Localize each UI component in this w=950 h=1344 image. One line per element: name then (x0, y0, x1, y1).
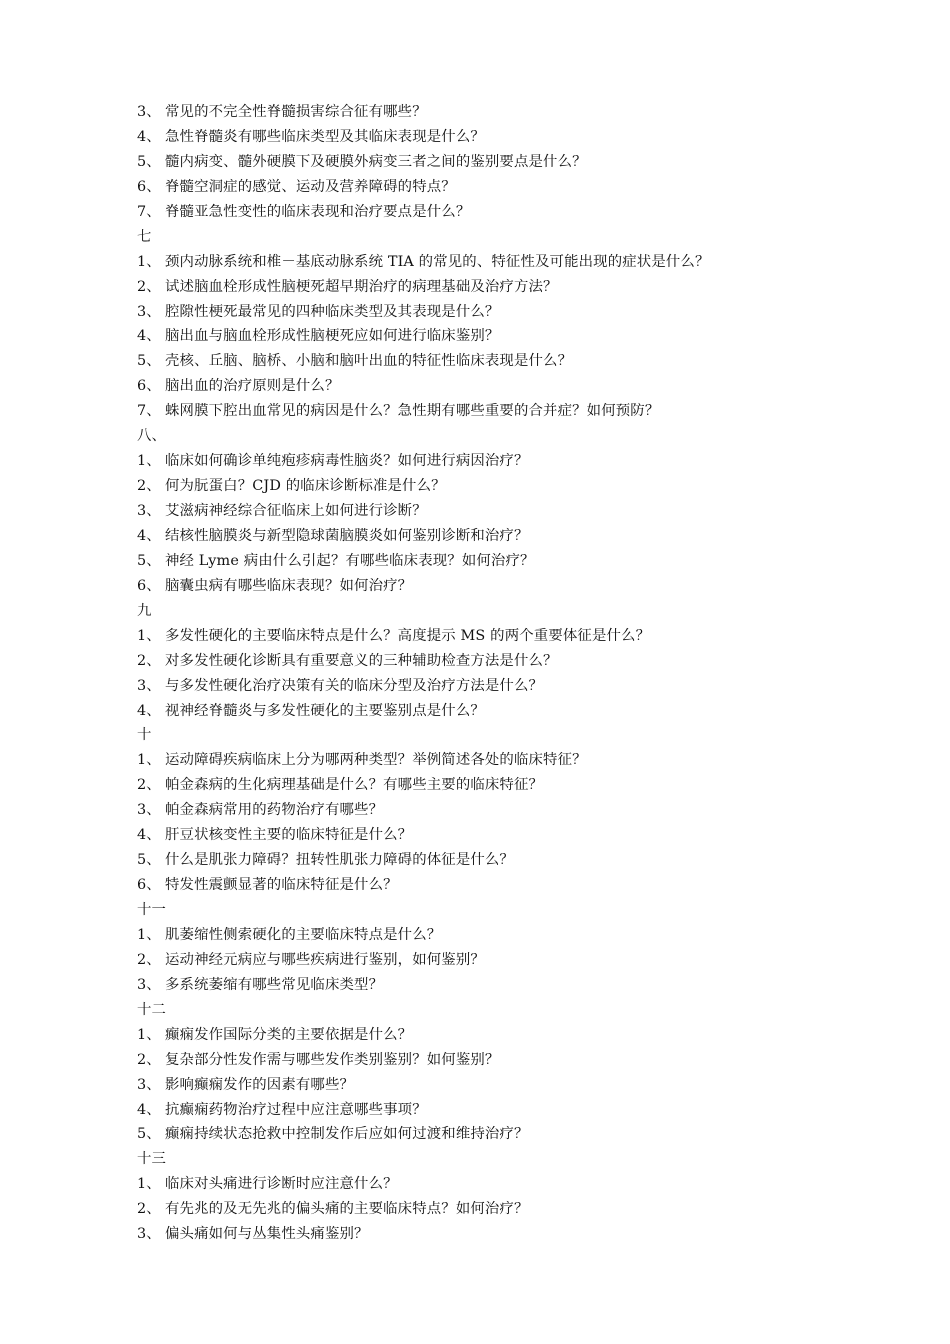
question-text: 腔隙性梗死最常见的四种临床类型及其表现是什么？ (165, 303, 500, 320)
question-item (137, 449, 917, 474)
question-text: 多系统萎缩有哪些常见临床类型？ (165, 976, 384, 993)
question-number: 7、 (137, 403, 161, 420)
question-item (137, 823, 917, 848)
question-number: 6、 (137, 877, 161, 894)
question-number: 3、 (137, 976, 161, 993)
question-number: 1、 (137, 253, 161, 270)
question-text: 帕金森病的生化病理基础是什么？有哪些主要的临床特征？ (165, 777, 544, 794)
question-text: 常见的不完全性脊髓损害综合征有哪些？ (165, 104, 427, 120)
question-text: 肌萎缩性侧索硬化的主要临床特点是什么？ (165, 926, 442, 943)
question-number: 2、 (137, 1051, 161, 1068)
question-text: 复杂部分性发作需与哪些发作类别鉴别？如何鉴别？ (165, 1051, 500, 1068)
question-number: 2、 (137, 278, 161, 295)
question-text: 颈内动脉系统和椎－基底动脉系统 TIA 的常见的、特征性及可能出现的症状是什么？ (165, 253, 710, 270)
question-number: 5、 (137, 353, 161, 370)
question-item (137, 474, 917, 499)
question-number: 2、 (137, 951, 161, 968)
question-item (137, 624, 917, 649)
question-number: 1、 (137, 627, 161, 644)
question-number: 7、 (137, 203, 161, 220)
question-item (137, 125, 917, 150)
section-heading: 八、 (137, 428, 167, 445)
question-item (137, 200, 917, 225)
question-number: 4、 (137, 328, 161, 345)
question-text: 影响癫痫发作的因素有哪些？ (165, 1076, 355, 1093)
question-text: 特发性震颤显著的临床特征是什么？ (165, 877, 398, 894)
question-text: 蛛网膜下腔出血常见的病因是什么？急性期有哪些重要的合并症？如何预防？ (165, 403, 660, 420)
question-number: 5、 (137, 153, 161, 170)
question-number: 3、 (137, 303, 161, 320)
question-item (137, 773, 917, 798)
question-number: 2、 (137, 1201, 161, 1218)
question-item (137, 948, 917, 973)
question-item (137, 399, 917, 424)
question-item (137, 798, 917, 823)
question-number: 3、 (137, 104, 161, 120)
question-number: 4、 (137, 128, 161, 145)
question-item (137, 150, 917, 175)
question-text: 试述脑血栓形成性脑梗死超早期治疗的病理基础及治疗方法？ (165, 278, 558, 295)
question-number: 1、 (137, 1026, 161, 1043)
question-item (137, 873, 917, 898)
section-heading: 十二 (137, 1001, 167, 1018)
question-item (137, 275, 917, 300)
question-number: 1、 (137, 926, 161, 943)
question-text: 脊髓亚急性变性的临床表现和治疗要点是什么？ (165, 203, 471, 220)
question-number: 5、 (137, 552, 161, 569)
question-item (137, 1122, 917, 1147)
question-item (137, 649, 917, 674)
question-item (137, 973, 917, 998)
question-number: 4、 (137, 1101, 161, 1118)
question-number: 4、 (137, 702, 161, 719)
section-heading: 十一 (137, 902, 167, 918)
question-number: 2、 (137, 652, 161, 669)
question-text: 壳核、丘脑、脑桥、小脑和脑叶出血的特征性临床表现是什么？ (165, 353, 573, 370)
question-number: 1、 (137, 453, 161, 470)
question-item (137, 349, 917, 374)
question-number: 3、 (137, 1226, 161, 1243)
question-item (137, 499, 917, 524)
section-heading: 十 (137, 727, 152, 744)
question-item (137, 1222, 917, 1247)
question-number: 3、 (137, 503, 161, 519)
question-number: 2、 (137, 478, 161, 495)
question-text: 抗癫痫药物治疗过程中应注意哪些事项？ (165, 1101, 427, 1118)
section-heading: 七 (137, 228, 152, 245)
question-text: 髓内病变、髓外硬膜下及硬膜外病变三者之间的鉴别要点是什么？ (165, 153, 587, 170)
question-number: 6、 (137, 378, 161, 395)
question-text: 脑出血与脑血栓形成性脑梗死应如何进行临床鉴别？ (165, 328, 500, 345)
question-item (137, 300, 917, 325)
question-item (137, 374, 917, 399)
question-number: 6、 (137, 178, 161, 195)
question-item (137, 175, 917, 200)
question-item (137, 674, 917, 699)
question-text: 多发性硬化的主要临床特点是什么？高度提示 MS 的两个重要体征是什么？ (165, 627, 651, 644)
question-number: 3、 (137, 677, 161, 694)
question-text: 对多发性硬化诊断具有重要意义的三种辅助检查方法是什么？ (165, 652, 558, 669)
question-number: 3、 (137, 802, 161, 819)
question-item (137, 574, 917, 599)
question-list (137, 100, 917, 1247)
question-item (137, 524, 917, 549)
question-text: 癫痫持续状态抢救中控制发作后应如何过渡和维持治疗？ (165, 1126, 529, 1143)
question-text: 脑囊虫病有哪些临床表现？如何治疗？ (165, 577, 413, 594)
question-item (137, 1172, 917, 1197)
question-text: 运动神经元病应与哪些疾病进行鉴别，如何鉴别？ (165, 951, 485, 968)
question-text: 什么是肌张力障碍？扭转性肌张力障碍的体征是什么？ (165, 852, 514, 869)
section-heading: 九 (137, 602, 152, 619)
question-text: 癫痫发作国际分类的主要依据是什么？ (165, 1026, 413, 1043)
question-text: 结核性脑膜炎与新型隐球菌脑膜炎如何鉴别诊断和治疗？ (165, 527, 529, 544)
question-number: 4、 (137, 827, 161, 844)
question-number: 3、 (137, 1076, 161, 1093)
question-text: 何为朊蛋白？CJD 的临床诊断标准是什么？ (165, 478, 446, 495)
question-number: 2、 (137, 777, 161, 794)
question-item (137, 1023, 917, 1048)
question-item (137, 1048, 917, 1073)
question-item (137, 250, 917, 275)
question-item (137, 1197, 917, 1222)
question-number: 1、 (137, 752, 161, 769)
question-number: 1、 (137, 1176, 161, 1193)
question-text: 急性脊髓炎有哪些临床类型及其临床表现是什么？ (165, 128, 485, 145)
question-text: 临床如何确诊单纯疱疹病毒性脑炎？如何进行病因治疗？ (165, 453, 529, 470)
question-text: 艾滋病神经综合征临床上如何进行诊断？ (165, 503, 427, 519)
question-item (137, 748, 917, 773)
question-item (137, 324, 917, 349)
question-number: 6、 (137, 577, 161, 594)
question-item (137, 1098, 917, 1123)
question-text: 肝豆状核变性主要的临床特征是什么？ (165, 827, 413, 844)
question-item (137, 923, 917, 948)
question-number: 5、 (137, 852, 161, 869)
question-text: 神经 Lyme 病由什么引起？有哪些临床表现？如何治疗？ (165, 552, 535, 569)
question-text: 偏头痛如何与丛集性头痛鉴别？ (165, 1226, 369, 1243)
question-text: 运动障碍疾病临床上分为哪两种类型？举例简述各处的临床特征？ (165, 752, 587, 769)
question-text: 临床对头痛进行诊断时应注意什么？ (165, 1176, 398, 1193)
question-text: 脊髓空洞症的感觉、运动及营养障碍的特点？ (165, 178, 456, 195)
question-item (137, 848, 917, 873)
question-item (137, 1073, 917, 1098)
question-text: 有先兆的及无先兆的偏头痛的主要临床特点？如何治疗？ (165, 1201, 529, 1218)
question-text: 帕金森病常用的药物治疗有哪些？ (165, 802, 384, 819)
question-item (137, 549, 917, 574)
question-text: 与多发性硬化治疗决策有关的临床分型及治疗方法是什么？ (165, 677, 544, 694)
question-number: 4、 (137, 527, 161, 544)
section-heading: 十三 (137, 1151, 167, 1168)
question-item (137, 699, 917, 724)
question-number: 5、 (137, 1126, 161, 1143)
question-text: 脑出血的治疗原则是什么？ (165, 378, 340, 395)
question-item (137, 100, 917, 125)
question-text: 视神经脊髓炎与多发性硬化的主要鉴别点是什么？ (165, 702, 485, 719)
